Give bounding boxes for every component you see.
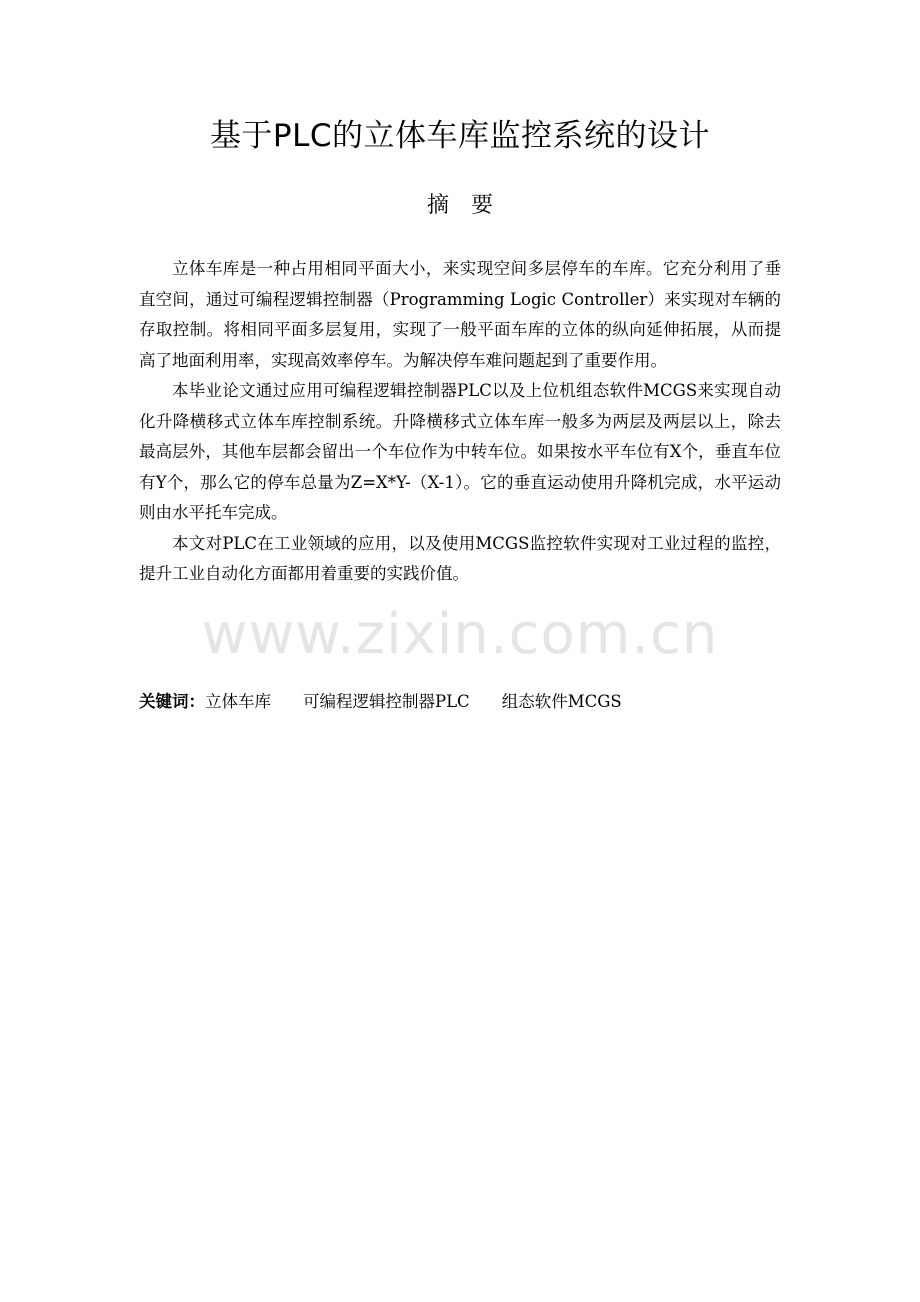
document-title: 基于PLC的立体车库监控系统的设计 [209, 118, 711, 154]
abstract-paragraph-1: 立体车库是一种占用相同平面大小，来实现空间多层停车的车库。它充分利用了垂直空间，通过可编程逻辑控制器（Programming Logic Controller）来实现对车辆的存取控制。将相同平面多层复用，实现了一般平面车库的立体的纵向延伸拓展，从而提高了地面利用率，实现高效率停车。为解决停车难问题起到了重要作用。 [139, 259, 781, 370]
keyword-item: 可编程逻辑控制器PLC [303, 692, 470, 711]
keyword-item: 组态软件MCGS [501, 692, 622, 711]
watermark: www.zixin.com.cn [201, 602, 719, 667]
abstract-body [139, 254, 781, 590]
abstract-heading: 摘 要 [426, 193, 493, 218]
keywords-label: 关键词： [139, 692, 205, 711]
keyword-item: 立体车库 [205, 692, 271, 711]
abstract-paragraph-3: 本文对PLC在工业领域的应用，以及使用MCGS监控软件实现对工业过程的监控，提升工业自动化方面都用着重要的实践价值。 [139, 533, 781, 583]
abstract-paragraph-2: 本毕业论文通过应用可编程逻辑控制器PLC以及上位机组态软件MCGS来实现自动化升降横移式立体车库控制系统。升降横移式立体车库一般多为两层及两层以上，除去最高层外，其他车层都会留出一个车位作为中转车位。如果按水平车位有X个，垂直车位有Y个，那么它的停车总量为Z=X*Y-（X-1）。它的垂直运动使用升降机完成，水平运动则由水平托车完成。 [139, 381, 781, 522]
keywords-line [139, 687, 839, 717]
